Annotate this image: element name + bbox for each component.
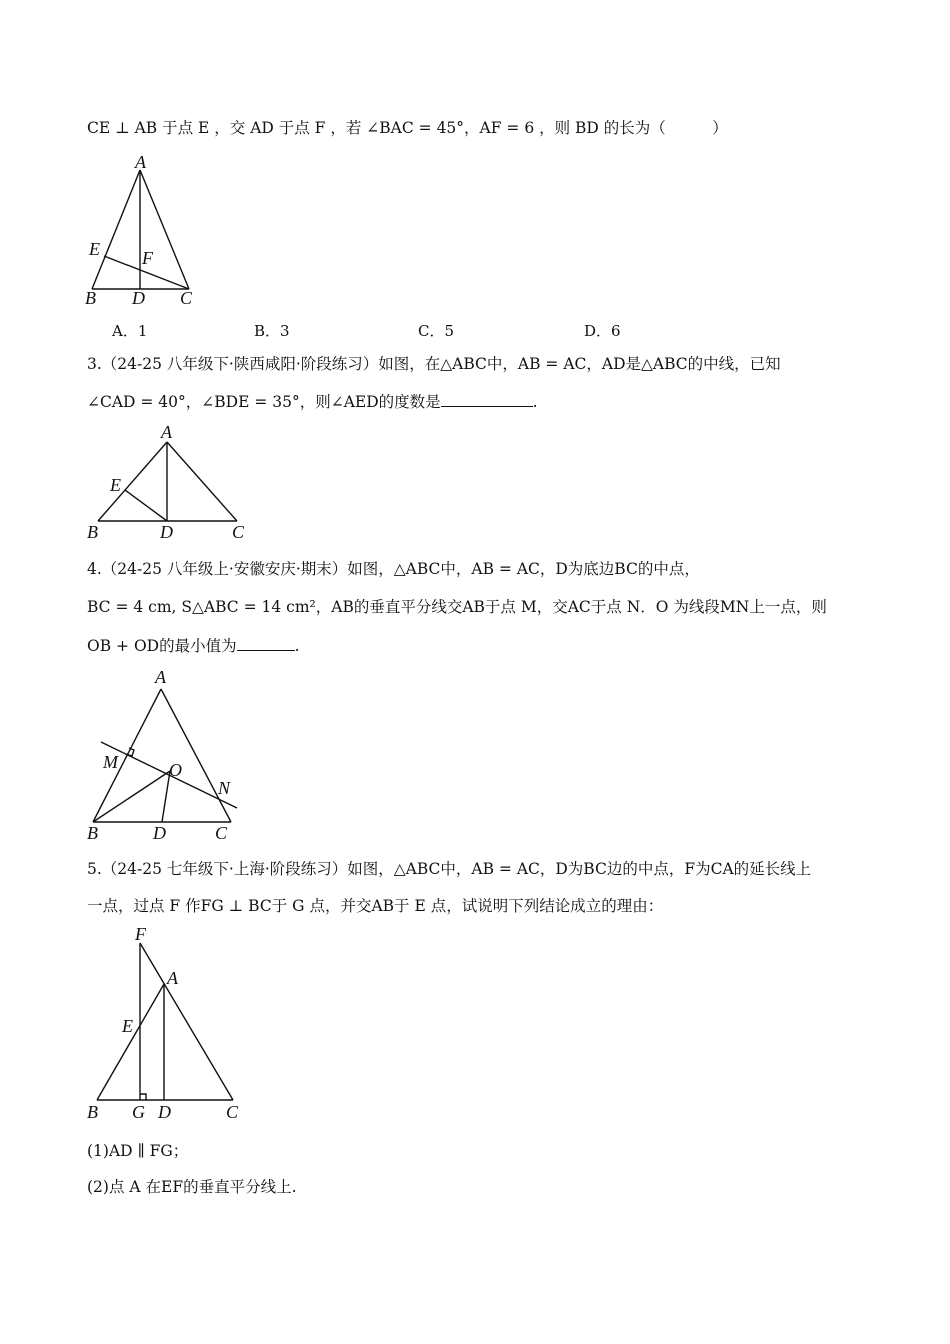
q4-stem-line1: 4.（24-25 八年级上·安徽安庆·期末）如图，△ABC中，AB = AC，D为底边BC的中点，: [87, 560, 700, 578]
q2-option-b[interactable]: B．3: [254, 322, 290, 340]
q2-label-d: D: [132, 288, 145, 308]
q3-answer-blank[interactable]: [441, 392, 533, 407]
q4-label-m: M: [103, 752, 118, 772]
q5-figure: [85, 922, 255, 1122]
q5-label-g: G: [132, 1102, 145, 1122]
q2-figure: [85, 152, 205, 312]
q3-stem-line2-end: .: [532, 393, 538, 411]
q3-stem-line1: 3.（24-25 八年级下·陕西咸阳·阶段练习）如图，在△ABC中，AB = AC，AD是△ABC的中线，已知: [87, 355, 781, 373]
q5-seg-ab: [97, 984, 164, 1100]
q4-label-d: D: [153, 823, 166, 843]
q2-option-c[interactable]: C．5: [418, 322, 455, 340]
q5-stem-line1: 5.（24-25 七年级下·上海·阶段练习）如图，△ABC中，AB = AC，D为BC边的中点，F为CA的延长线上: [87, 860, 812, 878]
q5-right-angle-mark: [140, 1094, 146, 1100]
q5-label-f: F: [135, 924, 146, 944]
q2-label-e: E: [89, 239, 100, 259]
q2-seg-ab: [92, 170, 140, 289]
q4-answer-blank[interactable]: [237, 636, 295, 651]
q2-seg-ac: [140, 170, 189, 289]
q3-label-e: E: [110, 475, 121, 495]
q4-label-o: O: [169, 760, 182, 780]
q5-part1: (1)AD ∥ FG；: [87, 1142, 189, 1160]
q2-option-a[interactable]: A．1: [112, 322, 148, 340]
q3-figure: [85, 424, 255, 544]
q4-seg-ac: [161, 689, 231, 822]
q5-stem-line2: 一点，过点 F 作FG ⊥ BC于 G 点，并交AB于 E 点，试说明下列结论成立的理由：: [87, 897, 664, 915]
q4-stem-line3-text: OB + OD的最小值为: [87, 637, 237, 655]
q5-label-c: C: [226, 1102, 239, 1122]
q4-stem-line2: BC = 4 cm, S△ABC = 14 cm²，AB的垂直平分线交AB于点 M，交AC于点 N．O 为线段MN上一点，则: [87, 598, 827, 616]
q2-stem: CE ⊥ AB 于点 E ，交 AD 于点 F ，若 ∠BAC = 45°，AF = 6 ，则 BD 的长为（ ）: [87, 119, 728, 137]
q3-seg-ab: [98, 442, 167, 521]
q5-seg-fc: [140, 943, 233, 1100]
q3-label-d: D: [160, 522, 173, 542]
q5-label-e: E: [122, 1016, 133, 1036]
q5-label-d: D: [158, 1102, 171, 1122]
q5-label-b: B: [87, 1102, 98, 1122]
q4-label-n: N: [218, 778, 231, 798]
q5-part2: (2)点 A 在EF的垂直平分线上.: [87, 1178, 297, 1196]
q4-label-a: A: [155, 667, 166, 687]
q4-seg-ob: [93, 771, 170, 822]
q3-label-c: C: [232, 522, 245, 542]
q2-label-a: A: [135, 152, 146, 172]
q4-label-c: C: [215, 823, 228, 843]
q3-stem-line2-text: ∠CAD = 40°，∠BDE = 35°，则∠AED的度数是: [87, 393, 441, 411]
q3-label-b: B: [87, 522, 98, 542]
q4-figure: [85, 664, 255, 844]
q3-stem-line2: [87, 392, 538, 412]
q2-label-b: B: [85, 288, 96, 308]
q2-label-f: F: [142, 248, 153, 268]
q2-label-c: C: [180, 288, 193, 308]
q2-option-d[interactable]: D．6: [584, 322, 621, 340]
q5-label-a: A: [167, 968, 178, 988]
q3-seg-de: [125, 490, 167, 521]
q3-label-a: A: [161, 422, 172, 442]
q4-stem-line3-end: .: [294, 637, 300, 655]
q3-seg-ac: [167, 442, 237, 521]
q4-label-b: B: [87, 823, 98, 843]
q4-stem-line3: [87, 636, 300, 656]
